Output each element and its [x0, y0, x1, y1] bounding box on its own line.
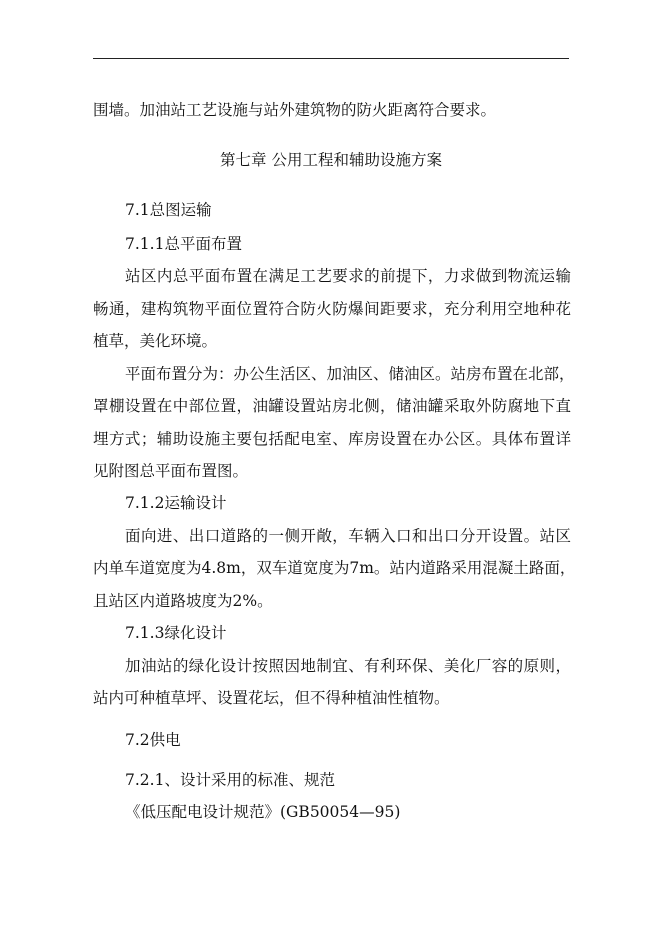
paragraph-line: 内单车道宽度为4.8m，双车道宽度为7m。站内道路采用混凝土路面，	[93, 559, 576, 577]
paragraph-line: 罩棚设置在中部位置，油罐设置站房北侧，储油罐采取外防腐地下直	[93, 397, 571, 415]
paragraph-line: 《低压配电设计规范》(GB50054—95)	[125, 803, 401, 821]
body-text-line: 围墙。加油站工艺设施与站外建筑物的防火距离符合要求。	[93, 101, 497, 119]
paragraph-line: 加油站的绿化设计按照因地制宜、有利环保、美化厂容的原则，	[125, 657, 571, 675]
paragraph-line: 站内可种植草坪、设置花坛，但不得种植油性植物。	[93, 689, 450, 707]
paragraph-line: 面向进、出口道路的一侧开敞，车辆入口和出口分开设置。站区	[125, 527, 571, 545]
paragraph-line: 且站区内道路坡度为2%。	[93, 592, 273, 610]
paragraph-line: 平面布置分为：办公生活区、加油区、储油区。站房布置在北部，	[125, 365, 575, 383]
paragraph-line: 埋方式；辅助设施主要包括配电室、库房设置在办公区。具体布置详	[93, 430, 571, 448]
paragraph-line: 站区内总平面布置在满足工艺要求的前提下，力求做到物流运输	[125, 267, 571, 285]
section-heading-7-2: 7.2供电	[125, 731, 181, 749]
section-heading-7-1-2: 7.1.2运输设计	[125, 494, 227, 512]
section-heading-7-1-1: 7.1.1总平面布置	[125, 235, 242, 253]
paragraph-line: 见附图总平面布置图。	[93, 462, 249, 480]
section-heading-7-1: 7.1总图运输	[125, 201, 212, 219]
section-heading-7-2-1: 7.2.1、设计采用的标准、规范	[125, 771, 335, 789]
section-heading-7-1-3: 7.1.3绿化设计	[125, 624, 227, 642]
header-rule	[93, 58, 569, 59]
paragraph-line: 畅通，建构筑物平面位置符合防火防爆间距要求，充分利用空地种花	[93, 300, 571, 318]
chapter-title: 第七章 公用工程和辅助设施方案	[220, 151, 442, 169]
paragraph-line: 植草，美化环境。	[93, 332, 218, 350]
